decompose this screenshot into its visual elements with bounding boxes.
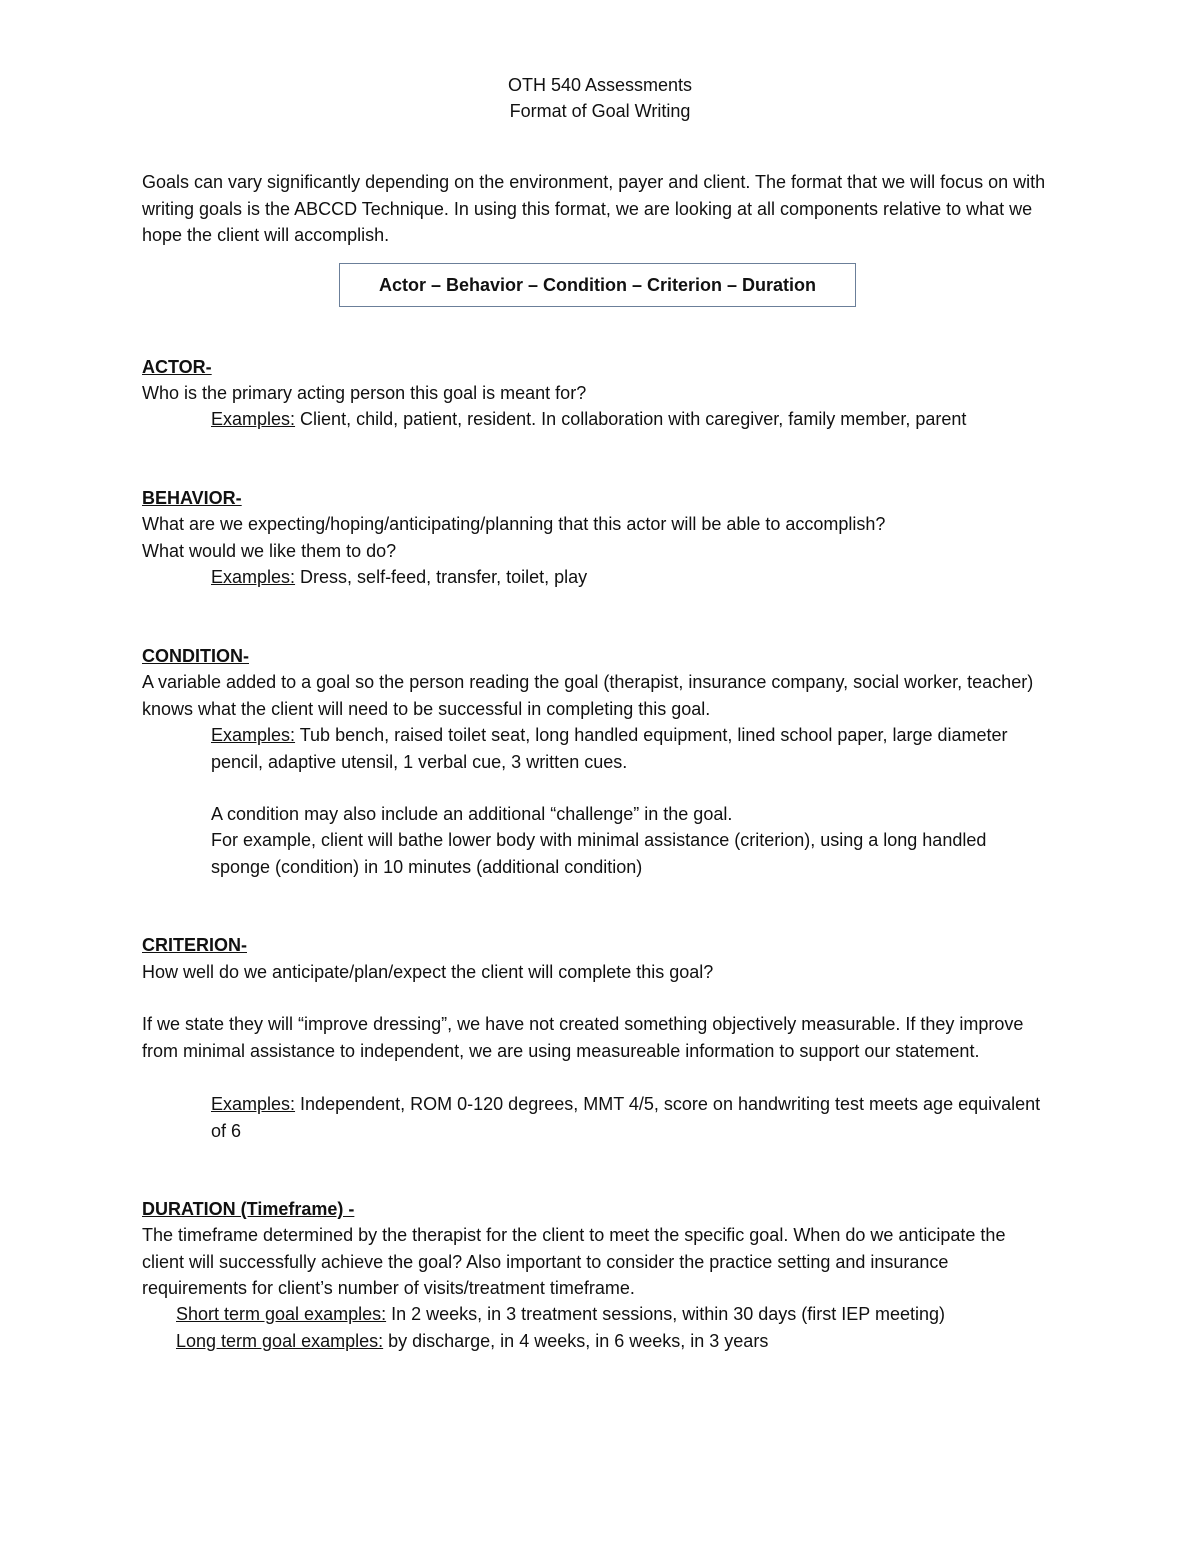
abccd-formula-text: Actor – Behavior – Condition – Criterion – Duration (378, 274, 817, 295)
condition-example-sentence: For example, client will bathe lower body with minimal assistance (criterion), using a long handled sponge (condition) in 10 minutes (additional condition) (211, 830, 987, 877)
actor-examples-text: Client, child, patient, resident. In collaboration with caregiver, family member, parent (295, 409, 967, 429)
short-term-text: In 2 weeks, in 3 treatment sessions, within 30 days (first IEP meeting) (386, 1304, 946, 1324)
condition-description: A variable added to a goal so the person reading the goal (therapist, insurance company, social worker, teacher) knows what the client will need to be successful in completing this goal. (142, 672, 1034, 719)
actor-examples-label: Examples: (211, 409, 296, 429)
criterion-explanation: If we state they will “improve dressing”, we have not created something objectively measurable. If they improve from minimal assistance to independent, we are using measureable information to support our statement. (142, 1014, 1024, 1061)
document-subtitle: Format of Goal Writing (509, 101, 691, 121)
criterion-examples-label: Examples: (211, 1094, 296, 1114)
condition-examples (211, 722, 1031, 775)
condition-heading: CONDITION- (142, 646, 249, 666)
criterion-question: How well do we anticipate/plan/expect the client will complete this goal? (142, 962, 714, 982)
criterion-heading: CRITERION- (142, 935, 247, 955)
duration-short-term (176, 1301, 945, 1327)
behavior-question-1: What are we expecting/hoping/anticipating/planning that this actor will be able to accomplish? (142, 514, 886, 534)
abccd-formula-box (339, 263, 856, 307)
condition-examples-text: Tub bench, raised toilet seat, long handled equipment, lined school paper, large diameter pencil, adaptive utensil, 1 verbal cue, 3 written cues. (211, 725, 1008, 772)
actor-question: Who is the primary acting person this goal is meant for? (142, 383, 587, 403)
long-term-text: by discharge, in 4 weeks, in 6 weeks, in 3 years (383, 1331, 769, 1351)
duration-long-term (176, 1328, 768, 1354)
condition-examples-label: Examples: (211, 725, 296, 745)
behavior-examples-label: Examples: (211, 567, 296, 587)
behavior-question-2: What would we like them to do? (142, 541, 397, 561)
actor-heading: ACTOR- (142, 357, 212, 377)
condition-challenge-line: A condition may also include an additional “challenge” in the goal. (211, 804, 733, 824)
course-title: OTH 540 Assessments (507, 75, 693, 95)
duration-description: The timeframe determined by the therapist for the client to meet the specific goal. When do we anticipate the client will successfully achieve the goal? Also important to consider the practice setting and insurance requirements for client’s number of visits/treatment timeframe. (142, 1225, 1006, 1298)
behavior-examples (211, 564, 587, 590)
criterion-examples (211, 1091, 1041, 1144)
behavior-examples-text: Dress, self-feed, transfer, toilet, play (295, 567, 588, 587)
duration-heading: DURATION (Timeframe) - (142, 1199, 355, 1219)
intro-paragraph: Goals can vary significantly depending on the environment, payer and client. The format that we will focus on with writing goals is the ABCCD Technique. In using this format, we are looking at all components relative to what we hope the client will accomplish. (142, 172, 1046, 245)
criterion-examples-text: Independent, ROM 0-120 degrees, MMT 4/5, score on handwriting test meets age equivalent of 6 (211, 1094, 1041, 1141)
behavior-heading: BEHAVIOR- (142, 488, 242, 508)
actor-examples (211, 406, 966, 432)
long-term-label: Long term goal examples: (176, 1331, 384, 1351)
short-term-label: Short term goal examples: (176, 1304, 387, 1324)
